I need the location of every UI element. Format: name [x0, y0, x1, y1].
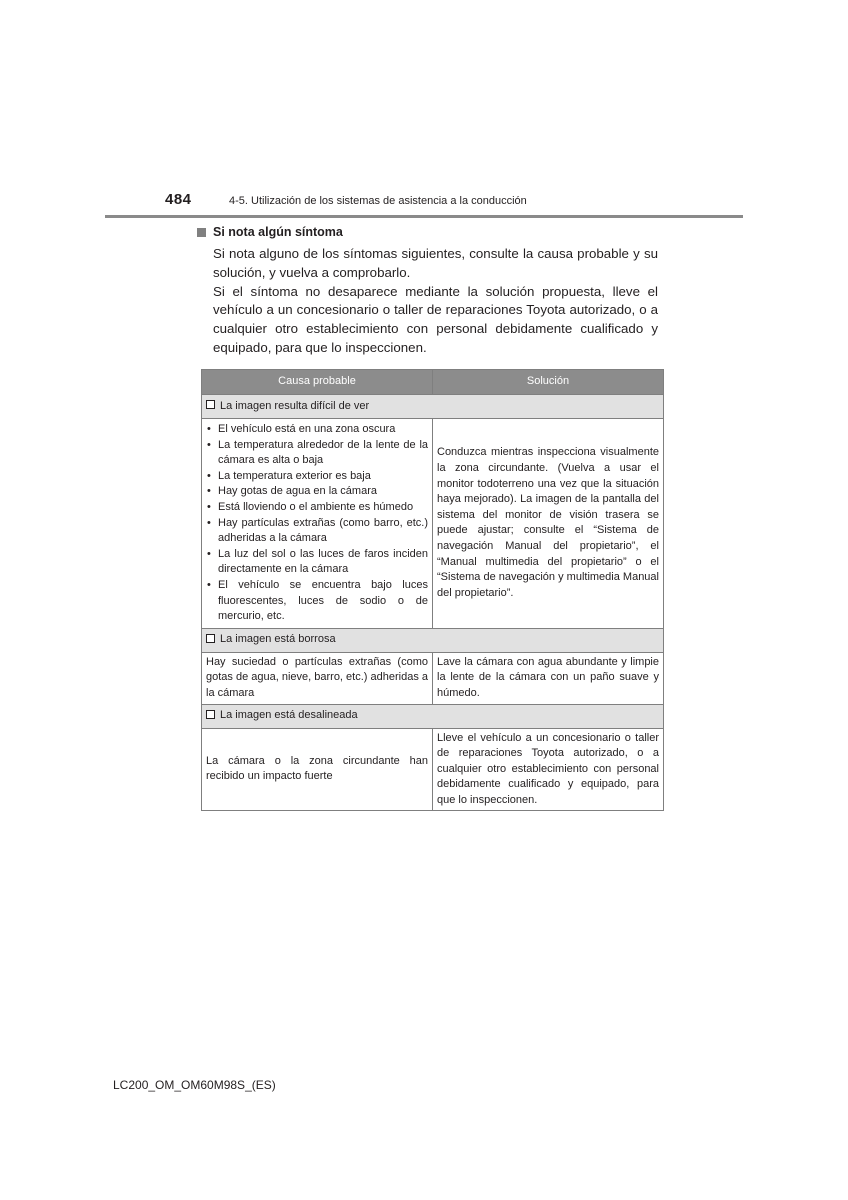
- section-title: 4-5. Utilización de los sistemas de asistencia a la conducción: [229, 195, 527, 207]
- cause-cell: [202, 419, 433, 629]
- list-item: • El vehículo se encuentra bajo luces fluorescentes, luces de sodio o de mercurio, etc.: [206, 578, 428, 625]
- intro-paragraph-2: Si el síntoma no desaparece mediante la solución propuesta, lleve el vehículo a un concesionario o taller de reparaciones Toyota autorizado, o a cualquier otro establecimiento con personal debidamente cualificado y equipado, para que lo inspeccionen.: [213, 283, 658, 355]
- cause-cell: La cámara o la zona circundante han recibido un impacto fuerte: [202, 728, 433, 811]
- list-item: • La luz del sol o las luces de faros inciden directamente en la cámara: [206, 547, 428, 578]
- table-header-row: [202, 370, 664, 395]
- table-row: [202, 652, 664, 704]
- group-row: [202, 395, 664, 419]
- list-item: • La temperatura alrededor de la lente de la cámara es alta o baja: [206, 438, 428, 469]
- list-item: • Hay partículas extrañas (como barro, etc.) adheridas a la cámara: [206, 516, 428, 547]
- solution-cell: Lave la cámara con agua abundante y limpie la lente de la cámara con un paño suave y húmedo.: [433, 652, 664, 704]
- group-title: La imagen resulta difícil de ver: [220, 399, 370, 412]
- checkbox-icon: [206, 400, 215, 409]
- list-item: • Está lloviendo o el ambiente es húmedo: [206, 500, 428, 516]
- header-solution: Solución: [433, 370, 664, 395]
- group-row: [202, 704, 664, 728]
- checkbox-icon: [206, 634, 215, 643]
- header-cause: Causa probable: [202, 370, 433, 395]
- checkbox-icon: [206, 710, 215, 719]
- group-title: La imagen está desalineada: [220, 709, 358, 722]
- table-row: [202, 728, 664, 811]
- square-bullet-icon: [197, 228, 206, 237]
- intro-text: [213, 245, 658, 358]
- table-row: [202, 419, 664, 629]
- header-rule: [105, 215, 743, 218]
- list-item: • La temperatura exterior es baja: [206, 469, 428, 485]
- cause-list: [206, 422, 428, 625]
- intro-paragraph-1: Si nota alguno de los síntomas siguientes, consulte la causa probable y su solución, y vuelva a comprobarlo.: [213, 246, 658, 280]
- cause-cell: Hay suciedad o partículas extrañas (como gotas de agua, nieve, barro, etc.) adheridas a la cámara: [202, 652, 433, 704]
- solution-cell: Conduzca mientras inspecciona visualmente la zona circundante. (Vuelva a usar el monitor todoterreno una vez que la situación haya mejorado). La imagen de la pantalla del sistema del monitor de visión trasera se puede ajustar; consulte el “Sistema de navegación Manual del propietario”, el “Manual multimedia del propietario” o el “Sistema de navegación y multimedia Manual del propietario”.: [433, 419, 664, 629]
- group-title: La imagen está borrosa: [220, 633, 336, 646]
- list-item: • Hay gotas de agua en la cámara: [206, 484, 428, 500]
- symptom-heading: [197, 225, 343, 239]
- page-number: 484: [165, 191, 192, 208]
- document-code: LC200_OM_OM60M98S_(ES): [113, 1078, 276, 1092]
- heading-text: Si nota algún síntoma: [213, 225, 343, 239]
- troubleshooting-table: [201, 369, 663, 811]
- solution-cell: Lleve el vehículo a un concesionario o taller de reparaciones Toyota autorizado, o a cualquier otro establecimiento con personal debidamente cualificado y equipado, para que lo inspeccionen.: [433, 728, 664, 811]
- group-row: [202, 628, 664, 652]
- list-item: • El vehículo está en una zona oscura: [206, 422, 428, 438]
